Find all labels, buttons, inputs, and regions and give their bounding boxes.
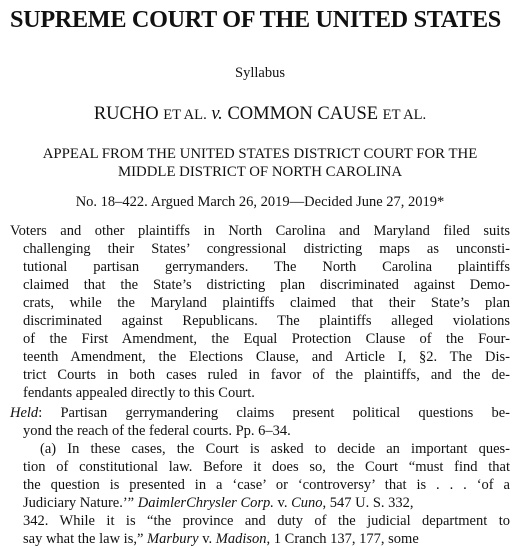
body-line: tutional partisan gerrymanders. The North Carolina plaintiffs: [23, 259, 510, 275]
held-label: Held: [10, 405, 39, 421]
held-line: Held: Partisan gerrymandering claims present political questions be-: [10, 405, 510, 421]
body-line: teenth Amendment, the Elections Clause, and Article I, §2. The Dis-: [23, 349, 510, 365]
body-line: Voters and other plaintiffs in North Carolina and Maryland filed suits: [10, 223, 510, 239]
body-line: fendants appealed directly to this Court.: [23, 385, 255, 401]
held-line: yond the reach of the federal courts. Pp. 6–34.: [23, 423, 291, 439]
et-al-1: ET AL.: [163, 107, 207, 123]
docket-line: No. 18–422. Argued March 26, 2019—Decided June 27, 2019*: [75, 194, 445, 210]
body-line: (a) In these cases, the Court is asked to decide an important ques-: [40, 441, 510, 457]
body-line: of the First Amendment, the Equal Protection Clause of the Four-: [23, 331, 510, 347]
syllabus-label: Syllabus: [235, 65, 285, 81]
body-line: Judiciary Nature.’” DaimlerChrysler Corp. v. Cuno, 547 U. S. 332,: [23, 495, 414, 511]
body-line: the question is presented in a ‘case’ or ‘controversy’ that is . . . ‘of a: [23, 477, 510, 493]
party-petitioner: RUCHO: [93, 104, 159, 124]
et-al-2: ET AL.: [382, 107, 427, 123]
body-line: 342. While it is “the province and duty of the judicial department to: [23, 513, 510, 529]
body-line: claimed that the State’s districting plan discriminated against Demo-: [23, 277, 510, 293]
case-title: [0, 103, 520, 126]
party-respondent: COMMON CAUSE: [227, 104, 379, 124]
appeal-line-1: APPEAL FROM THE UNITED STATES DISTRICT COURT FOR THE: [42, 146, 478, 162]
body-line: challenging their States’ congressional districting maps as unconsti-: [23, 241, 510, 257]
versus: v.: [211, 104, 223, 124]
body-line: say what the law is,” Marbury v. Madison, 1 Cranch 137, 177, some: [23, 531, 419, 546]
body-line: crats, while the Maryland plaintiffs claimed that their State’s plan: [23, 295, 510, 311]
appeal-line-2: MIDDLE DISTRICT OF NORTH CAROLINA: [117, 164, 403, 180]
body-line: tion of constitutional law. Before it does so, the Court “must find that: [23, 459, 510, 475]
body-line: discriminated against Republicans. The plaintiffs alleged violations: [23, 313, 510, 329]
court-name-heading: SUPREME COURT OF THE UNITED STATES: [10, 6, 501, 33]
body-line: trict Courts in both cases ruled in favor of the plaintiffs, and the de-: [23, 367, 510, 383]
